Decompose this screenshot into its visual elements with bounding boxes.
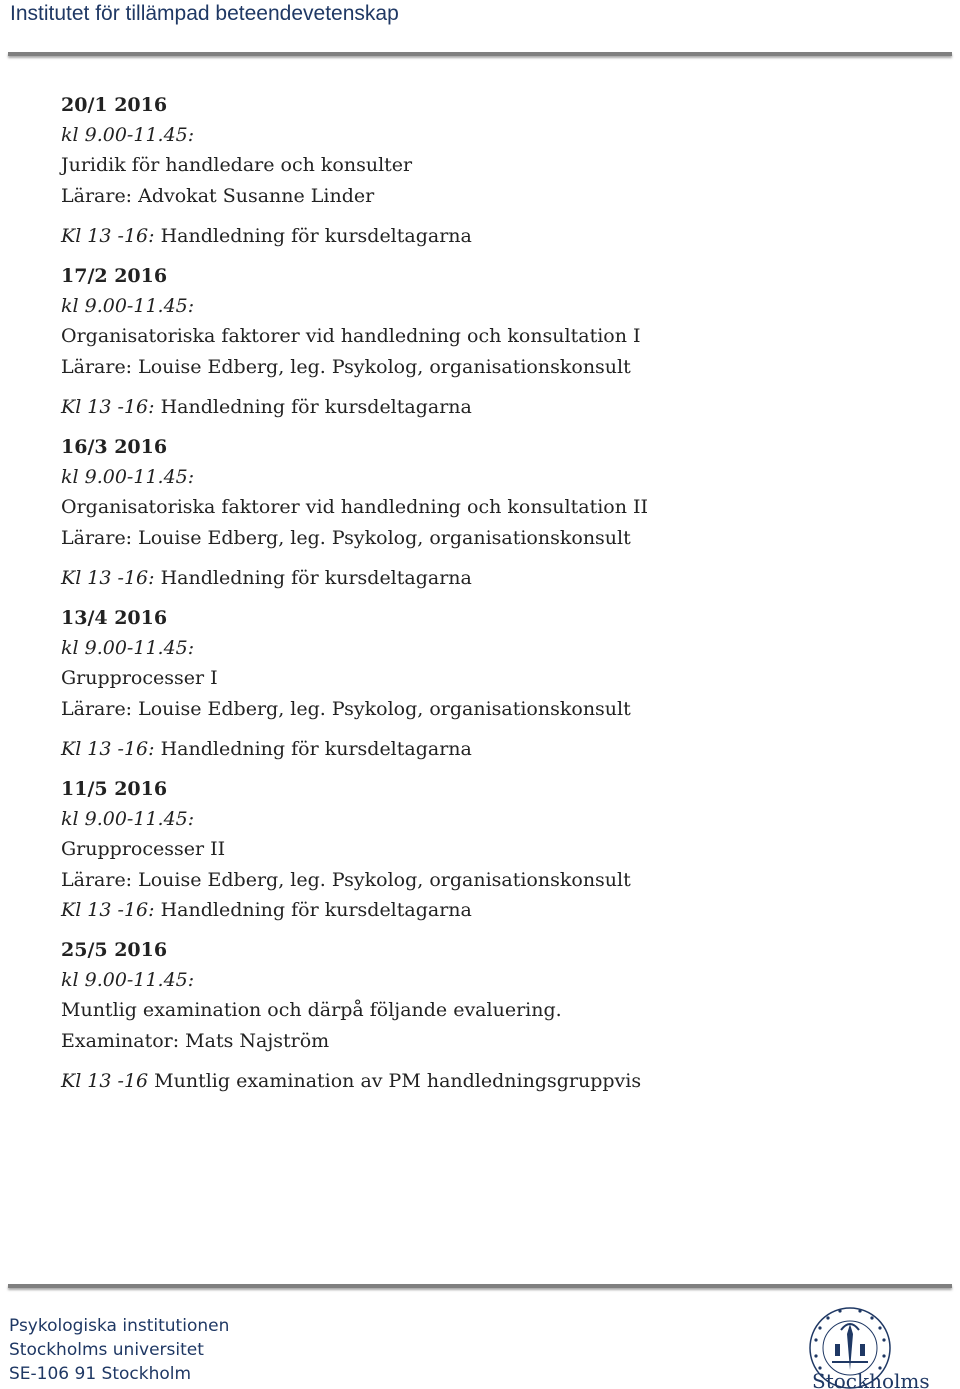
session-time: kl 9.00-11.45: — [61, 637, 195, 660]
session-block — [61, 432, 941, 593]
session-topic: Muntlig examination och därpå följande evaluering. — [61, 999, 562, 1022]
session-time: kl 9.00-11.45: — [61, 808, 195, 831]
page-footer — [0, 1270, 960, 1389]
afternoon-text: Muntlig examination av PM handledningsgruppvis — [148, 1069, 642, 1092]
afternoon-time: Kl 13 -16 — [61, 1069, 149, 1092]
session-topic: Juridik för handledare och konsulter — [61, 154, 413, 177]
afternoon-time: Kl 13 -16: — [61, 224, 155, 247]
afternoon-text: Handledning för kursdeltagarna — [154, 395, 472, 418]
session-date: 16/3 2016 — [61, 436, 168, 459]
afternoon-line — [61, 1066, 941, 1096]
afternoon-line — [61, 734, 941, 764]
footer-postal-address: SE-106 91 Stockholm — [9, 1364, 192, 1384]
session-teacher: Lärare: Louise Edberg, leg. Psykolog, organisationskonsult — [61, 355, 631, 378]
stockholm-university-logo-icon — [800, 1300, 950, 1389]
footer-university: Stockholms universitet — [9, 1340, 204, 1360]
session-topic: Organisatoriska faktorer vid handledning och konsultation I — [61, 325, 641, 348]
session-time: kl 9.00-11.45: — [61, 124, 195, 147]
session-block — [61, 935, 941, 1096]
afternoon-text: Handledning för kursdeltagarna — [154, 898, 472, 921]
afternoon-time: Kl 13 -16: — [61, 737, 155, 760]
logo-wordmark: Stockholms — [812, 1369, 930, 1389]
session-teacher: Examinator: Mats Najström — [61, 1029, 330, 1052]
session-teacher: Lärare: Louise Edberg, leg. Psykolog, organisationskonsult — [61, 868, 631, 891]
session-teacher: Lärare: Advokat Susanne Linder — [61, 184, 375, 207]
session-block — [61, 90, 941, 251]
footer-department: Psykologiska institutionen — [9, 1316, 230, 1336]
afternoon-line — [61, 563, 941, 593]
session-block — [61, 261, 941, 422]
footer-address — [9, 1314, 229, 1386]
footer-rule — [8, 1284, 952, 1288]
session-topic: Grupprocesser I — [61, 667, 218, 690]
afternoon-line — [61, 895, 941, 925]
afternoon-line — [61, 221, 941, 251]
session-date: 13/4 2016 — [61, 607, 168, 630]
session-time: kl 9.00-11.45: — [61, 295, 195, 318]
session-block — [61, 774, 941, 925]
afternoon-time: Kl 13 -16: — [61, 566, 155, 589]
afternoon-text: Handledning för kursdeltagarna — [154, 224, 472, 247]
schedule — [61, 90, 941, 1106]
afternoon-line — [61, 392, 941, 422]
header-title: Institutet för tillämpad beteendevetenskap — [10, 2, 399, 25]
session-teacher: Lärare: Louise Edberg, leg. Psykolog, organisationskonsult — [61, 526, 631, 549]
session-teacher: Lärare: Louise Edberg, leg. Psykolog, organisationskonsult — [61, 697, 631, 720]
page-header — [0, 0, 960, 62]
afternoon-time: Kl 13 -16: — [61, 898, 155, 921]
session-date: 20/1 2016 — [61, 94, 168, 116]
session-block — [61, 603, 941, 764]
afternoon-time: Kl 13 -16: — [61, 395, 155, 418]
session-time: kl 9.00-11.45: — [61, 466, 195, 489]
session-date: 25/5 2016 — [61, 939, 168, 962]
session-date: 17/2 2016 — [61, 265, 168, 288]
session-topic: Organisatoriska faktorer vid handledning och konsultation II — [61, 496, 649, 519]
session-topic: Grupprocesser II — [61, 838, 226, 861]
afternoon-text: Handledning för kursdeltagarna — [154, 566, 472, 589]
session-date: 11/5 2016 — [61, 778, 168, 801]
session-time: kl 9.00-11.45: — [61, 969, 195, 992]
header-rule — [8, 52, 952, 56]
afternoon-text: Handledning för kursdeltagarna — [154, 737, 472, 760]
